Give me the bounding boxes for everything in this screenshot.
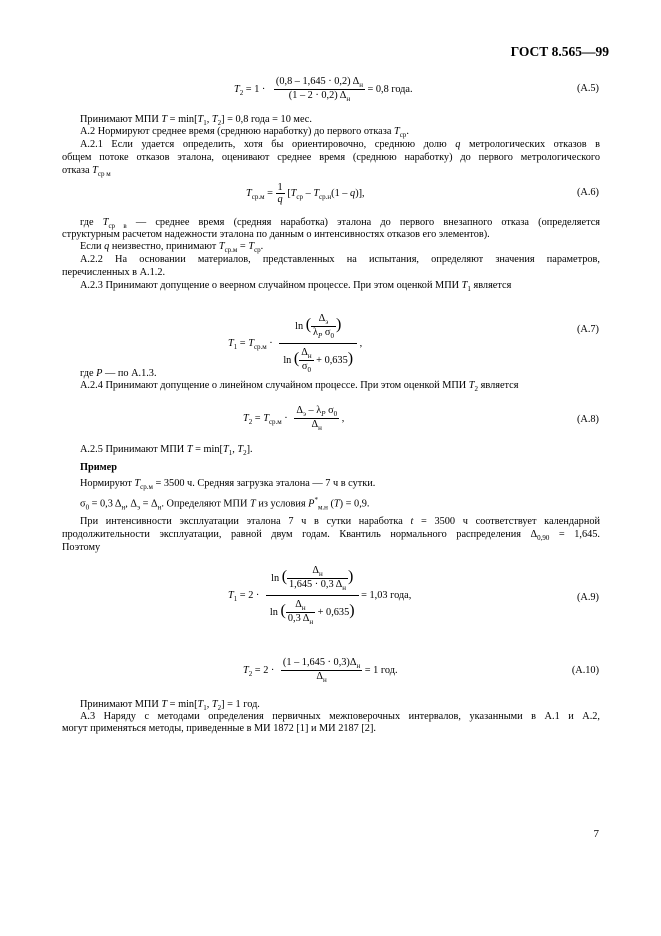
equation-label-a8: (А.8) (576, 414, 599, 425)
text-line: перечисленных в А.1.2. (62, 267, 166, 278)
document-header: ГОСТ 8.565—99 (510, 44, 609, 59)
example-heading: Пример (80, 462, 117, 473)
text-line: А.2.5 Принимают МПИ $T = \min[T_1$, $T_2$]. (80, 444, 253, 458)
text-line: $\sigma_0 = 0,3$ $\Delta_н$, $\Delta_э = \Delta_н$. Определяют МПИ T из условия $P^*_{м.н}$ (T) = 0,9. (80, 496, 370, 512)
equation-label-a9: (А.9) (576, 592, 599, 603)
text-line: Принимают МПИ $T = \min[T_1$, $T_2] = 0,8$ года = 10 мес. (80, 114, 312, 128)
equation-label-a5: (А.5) (576, 83, 599, 94)
text-line: Если q неизвестно, принимают $T_{ср.м} = T_{ср}$. (80, 241, 264, 255)
equation-a9: $T_1 = 2$ · ln ( $\frac{\Delta_н}{1,645 \cdot 0,3 \Delta_н}$ ) ln ( $\frac{\Delta_н}{0,3 \Delta_н}$ + 0,635) = 1,03 года, (228, 562, 411, 629)
text-line: А.2.3 Принимают допущение о веерном случайном процессе. При этом оценкой МПИ $T_1$ является (80, 280, 512, 294)
text-line: А.2 Нормируют среднее время (среднюю наработку) до первого отказа $T_{ср}$. (80, 126, 409, 140)
text-line: отказа $T_{ср м}$ (62, 165, 111, 179)
equation-label-a6: (А.6) (576, 187, 599, 198)
equation-a5: $T_2 = 1$ · $\frac{(0,8 - 1,645 \cdot 0,2) \Delta_н}{(1 - 2 \cdot 0,2) \Delta_н}$ = 0,8 года. (234, 76, 413, 104)
equation-label-a7: (А.7) (576, 324, 599, 335)
equation-label-a10: (А.10) (571, 665, 599, 676)
equation-a7: $T_1 = T_{ср.м}$ · ln ( $\frac{\Delta_э}{\lambda_P \sigma_0}$ ) ln ( $\frac{\Delta_н}{\sigma_0}$ + 0,635) , (228, 310, 362, 377)
text-line: общем потоке отказов эталона, оценивают среднее время (среднюю наработку) до первого метрологического (62, 152, 600, 163)
text-line: А.3 Наряду с методами определения первичных межповерочных интервалов, указанными в А.1 и А.2, (80, 711, 600, 722)
text-line: Принимают МПИ $T = \min[T_1$, $T_2] = 1$ год. (80, 699, 260, 713)
text-line: где P — по А.1.3. (80, 368, 157, 379)
equation-a6: $T_{ср.м}$ = $\frac{1}{q}$ $[T_{ср} - T_{ср.н}(1 - q)]$, (246, 182, 365, 205)
text-line: где $T_{ср в}$ — среднее время (средняя наработка) эталона до первого внезапного отказа (определяется (80, 217, 601, 231)
text-line: При интенсивности эксплуатации эталона 7 ч в сутки наработка t = 3500 ч соответствует календарной (80, 516, 600, 527)
equation-a10: $T_2 = 2$ · $\frac{(1 - 1,645 \cdot 0,3)\Delta_н}{\Delta_н}$ = 1 год. (243, 657, 398, 685)
text-line: А.2.2 На основании материалов, представленных на испытания, определяют значения параметров, (80, 254, 600, 265)
text-line: Нормируют $T_{ср.м} = 3500$ ч. Средняя загрузка эталона — 7 ч в сутки. (80, 478, 376, 492)
page-number: 7 (593, 828, 599, 840)
text-line: продолжительности эксплуатации, равной двум годам. Квантиль нормального распределения $\Delta_{0,90} = 1,645$. (62, 529, 600, 543)
text-line: Поэтому (62, 542, 101, 553)
text-line: структурным расчетом надежности эталона по данным о интенсивностях отказов его элементов). (62, 229, 490, 240)
equation-a8: $T_2 = T_{ср.м}$ · $\frac{\Delta_э - \lambda_P \sigma_0}{\Delta_н}$ , (243, 405, 345, 433)
text-line: могут применяться методы, приведенные в МИ 1872 [1] и МИ 2187 [2]. (62, 723, 376, 734)
text-line: А.2.1 Если удается определить, хотя бы ориентировочно, среднюю долю q метрологических отказов в (80, 139, 600, 150)
text-line: А.2.4 Принимают допущение о линейном случайном процессе. При этом оценкой МПИ $T_2$ является (80, 380, 519, 394)
